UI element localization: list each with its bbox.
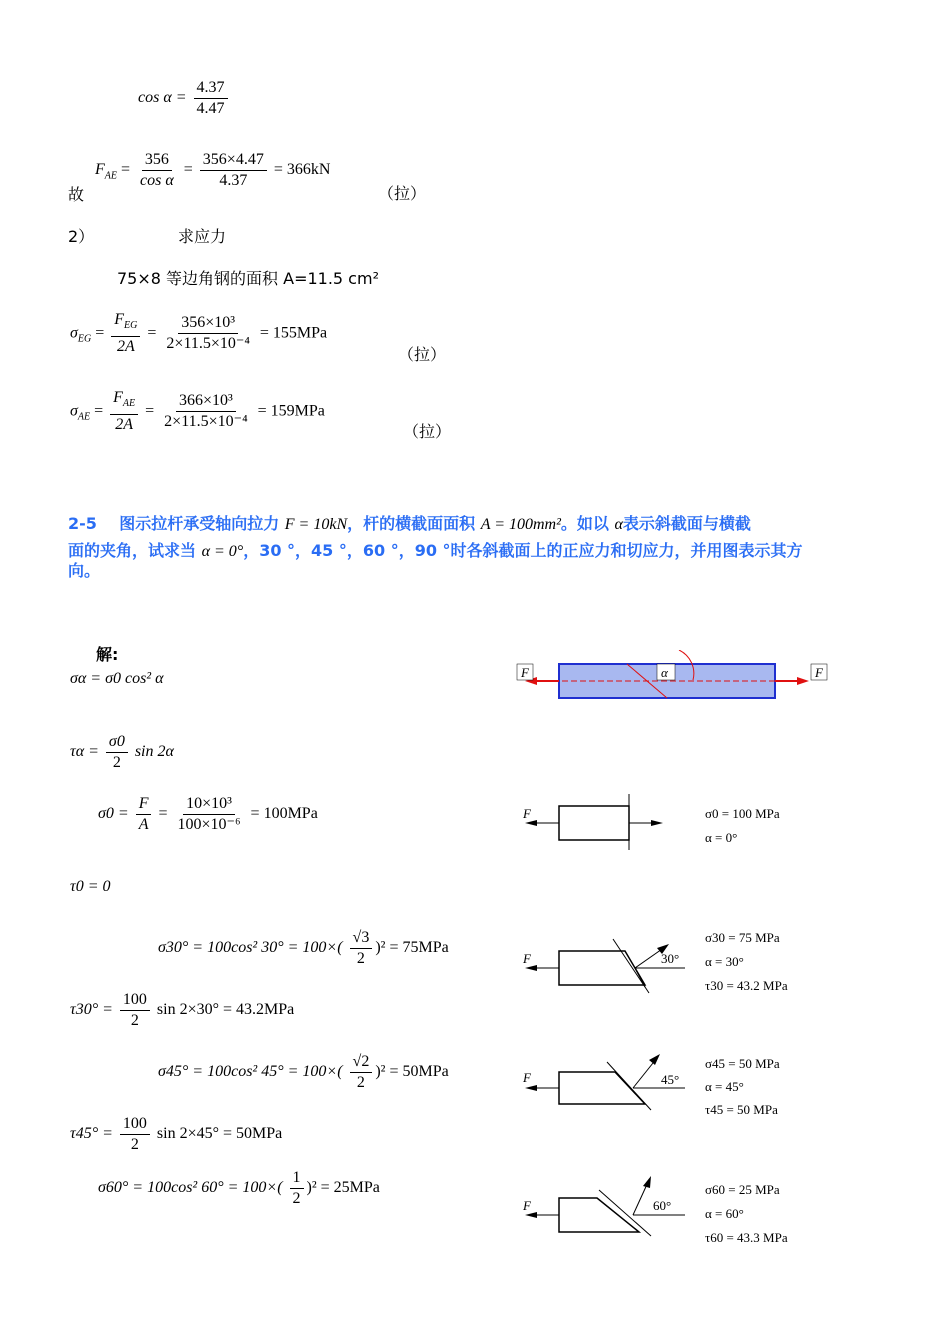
s45-frac [350, 1052, 373, 1093]
sigma60-eq [98, 1168, 380, 1209]
problem-text-2a: 面的夹角，试求当 [68, 541, 197, 560]
step2-num: 2） [68, 227, 95, 246]
sae-num1 [110, 388, 138, 415]
fig45-label-3: τ45 = 50 MPa [705, 1102, 778, 1117]
t45-result: sin 2×45° = 50MPa [156, 1125, 283, 1143]
fig-alpha45 [515, 1052, 695, 1112]
s0-num2: 10×10³ [183, 794, 235, 815]
fae-frac1 [137, 150, 177, 191]
fig45-block [559, 1072, 645, 1104]
seg-lhs: σ [70, 324, 78, 342]
fig60-label-3: τ60 = 43.3 MPa [705, 1230, 788, 1245]
fig45-label-2: α = 45° [705, 1079, 744, 1094]
fig30-label-3: τ30 = 43.2 MPa [705, 978, 788, 993]
step2-title: 求应力 [178, 227, 227, 246]
sae-2a: 2A [115, 416, 134, 434]
fig45-angle-label: 45° [661, 1072, 680, 1087]
fig-alpha30 [515, 935, 695, 995]
sae-den: 2×11.5×10⁻⁴ [164, 413, 248, 431]
seg-frac1 [111, 310, 140, 357]
sae-sub: AE [77, 411, 91, 423]
s0-num1: F [136, 794, 152, 815]
fae-den2: 4.37 [219, 172, 248, 189]
tau45-eq [70, 1114, 282, 1155]
ta-rhs: sin 2α [134, 743, 174, 761]
seg-f: F [114, 311, 125, 328]
cos-lhs: cos α = [138, 89, 187, 107]
problem-text-1a: 图示拉杆承受轴向拉力 [119, 514, 280, 533]
s60-den: 2 [292, 1190, 301, 1207]
s0-frac1 [136, 794, 152, 835]
fig60-label-1: σ60 = 25 MPa [705, 1182, 780, 1197]
seg-2a: 2A [116, 338, 135, 356]
alpha-label: α [661, 665, 668, 680]
t30-lhs: τ30° = [70, 1001, 113, 1019]
ta-den: 2 [112, 754, 121, 771]
cos-frac [194, 78, 228, 119]
s0-frac2 [175, 794, 244, 835]
problem-text-1d: 表示斜截面与横截 [622, 514, 751, 533]
tau0-eq: τ0 = 0 [70, 878, 111, 895]
fig45-label-1: σ45 = 50 MPa [705, 1056, 780, 1071]
problem-text-1c: 。如以 [560, 514, 609, 533]
fae-frac2 [200, 150, 267, 191]
right-f-label: F [815, 665, 823, 680]
s45-den: 2 [356, 1074, 365, 1091]
problem-f-eq: F = 10kN [284, 516, 348, 533]
sigma45-eq [158, 1052, 449, 1093]
cos-alpha-eq [138, 78, 231, 119]
cos-num: 4.37 [194, 78, 228, 99]
la-3: （拉） [403, 422, 452, 441]
fig0-f-label: F [523, 806, 531, 821]
fig30-label-2: α = 30° [705, 954, 744, 969]
s60-result: )² = 25MPa [306, 1179, 380, 1197]
s30-den: 2 [356, 950, 365, 967]
s60-num: 1 [290, 1168, 304, 1189]
left-f-label: F [521, 665, 529, 680]
fig60-sigma-arrow [643, 1176, 651, 1188]
fae-result: = 366kN [273, 161, 331, 179]
fig-alpha0 [515, 790, 695, 850]
area-text: 75×8 等边角钢的面积 A=11.5 cm² [117, 269, 379, 288]
fig30-f-label: F [523, 951, 531, 966]
fig45-left-arrow [525, 1085, 537, 1091]
s60-frac [290, 1168, 304, 1209]
problem-text-1b: ，杆的横截面面积 [347, 514, 476, 533]
seg-num1 [111, 310, 140, 337]
fig0-label-1: σ0 = 100 MPa [705, 806, 780, 821]
s30-lhs: σ30° = 100cos² 30° = 100×( [158, 939, 343, 957]
s0-den2: 100×10⁻⁶ [177, 816, 241, 833]
fig60-angle-label: 60° [653, 1198, 672, 1213]
tau-alpha-eq [70, 732, 174, 773]
la-2: （拉） [398, 345, 447, 364]
jie-label: 解: [96, 645, 119, 664]
sigma-eg-eq: $\sigma_{EG}$ = $\frac{F_{EG}}{2A}$ = $\frac{\text{356×10³}}{\text{2×11.5×10⁻⁴}}$ = 155MPa [70, 311, 328, 356]
t30-result: sin 2×30° = 43.2MPa [156, 1001, 295, 1019]
problem-line-3: 向。 [68, 561, 101, 580]
seg-den: 2×11.5×10⁻⁴ [166, 335, 250, 353]
ta-lhs: τα = [70, 743, 99, 761]
fig60-f-label: F [523, 1198, 531, 1213]
t30-den: 2 [130, 1012, 139, 1029]
fae-den1: cos α [140, 172, 174, 189]
sigma30-eq [158, 928, 449, 969]
s0-den1: A [138, 816, 149, 833]
problem-alpha0: α = 0° [201, 543, 244, 560]
sigma0-eq: σ0 = $\frac{F}{A}$ = $\frac{\text{10×10³}}{\text{100×10⁻⁶}}$ = 100MPa [98, 795, 318, 833]
t30-num: 100 [120, 990, 150, 1011]
s0-lhs: σ0 = [98, 805, 129, 823]
ta-num: σ0 [106, 732, 128, 753]
sigma-ae-eq: $\sigma_{AE}$ = $\frac{F_{AE}}{2A}$ = $\frac{\text{366×10³}}{\text{2×11.5×10⁻⁴}}$ = 159MPa [70, 389, 325, 434]
s45-num: √2 [350, 1052, 373, 1073]
la-1: （拉） [378, 184, 427, 203]
sae-fsub: AE [122, 398, 136, 410]
sae-f: F [113, 389, 123, 406]
sae-result: = 159MPa [257, 402, 325, 420]
seg-result: = 155MPa [259, 324, 328, 342]
fae-eq: $F_{AE}$ = $\frac{356}{\text{cos α}}$ = $\frac{356\times 4.47}{4.37}$ = 366kN [95, 151, 331, 189]
fig30-angle-label: 30° [661, 951, 680, 966]
t45-lhs: τ45° = [70, 1125, 113, 1143]
problem-line-2 [68, 538, 803, 561]
sae-lhs: σ [70, 402, 78, 420]
fig-alpha60 [515, 1172, 695, 1238]
seg-num: 356×10³ [178, 313, 238, 334]
s30-result: )² = 75MPa [375, 939, 449, 957]
gu-word: 故 [68, 185, 85, 204]
s60-lhs: σ60° = 100cos² 60° = 100×( [98, 1179, 283, 1197]
fig45-f-label: F [523, 1070, 531, 1085]
seg-fsub: EG [124, 320, 138, 332]
fae-lhs: F [95, 161, 105, 179]
seg-sub: EG [77, 333, 92, 345]
sae-frac2 [161, 391, 250, 432]
t45-num: 100 [120, 1114, 150, 1135]
fig30-label-1: σ30 = 75 MPa [705, 930, 780, 945]
t45-den: 2 [130, 1136, 139, 1153]
sae-num: 366×10³ [176, 391, 236, 412]
seg-frac2 [163, 313, 252, 354]
t30-frac [120, 990, 150, 1031]
sae-frac1 [110, 388, 138, 435]
tau30-eq [70, 990, 294, 1031]
fig0-label-2: α = 0° [705, 830, 738, 845]
problem-number: 2-5 [68, 514, 97, 533]
problem-a-eq: A = 100mm² [480, 516, 561, 533]
fig45-sigma-arrow [649, 1054, 660, 1065]
problem-line-1 [68, 511, 751, 534]
t45-frac [120, 1114, 150, 1155]
right-force-arrow [797, 677, 809, 685]
fae-num2: 356×4.47 [200, 150, 267, 171]
s30-num: √3 [350, 928, 373, 949]
problem-alpha: α [614, 516, 623, 533]
fae-sub: AE [104, 170, 117, 182]
s30-frac [350, 928, 373, 969]
s0-result: = 100MPa [250, 805, 318, 823]
fae-num1: 356 [142, 150, 172, 171]
fig60-label-2: α = 60° [705, 1206, 744, 1221]
problem-text-2b: ，30 °，45 °，60 °，90 °时各斜截面上的正应力和切应力，并用图表示其方 [243, 541, 803, 560]
cos-den: 4.47 [196, 100, 225, 117]
ta-frac [106, 732, 128, 773]
bar-figure [515, 650, 835, 710]
s45-result: )² = 50MPa [375, 1063, 449, 1081]
fig0-sigma-arrow [651, 820, 663, 826]
s45-lhs: σ45° = 100cos² 45° = 100×( [158, 1063, 343, 1081]
sigma-alpha-eq: σα = σ0 cos² α [70, 670, 164, 687]
fig0-block [559, 806, 629, 840]
